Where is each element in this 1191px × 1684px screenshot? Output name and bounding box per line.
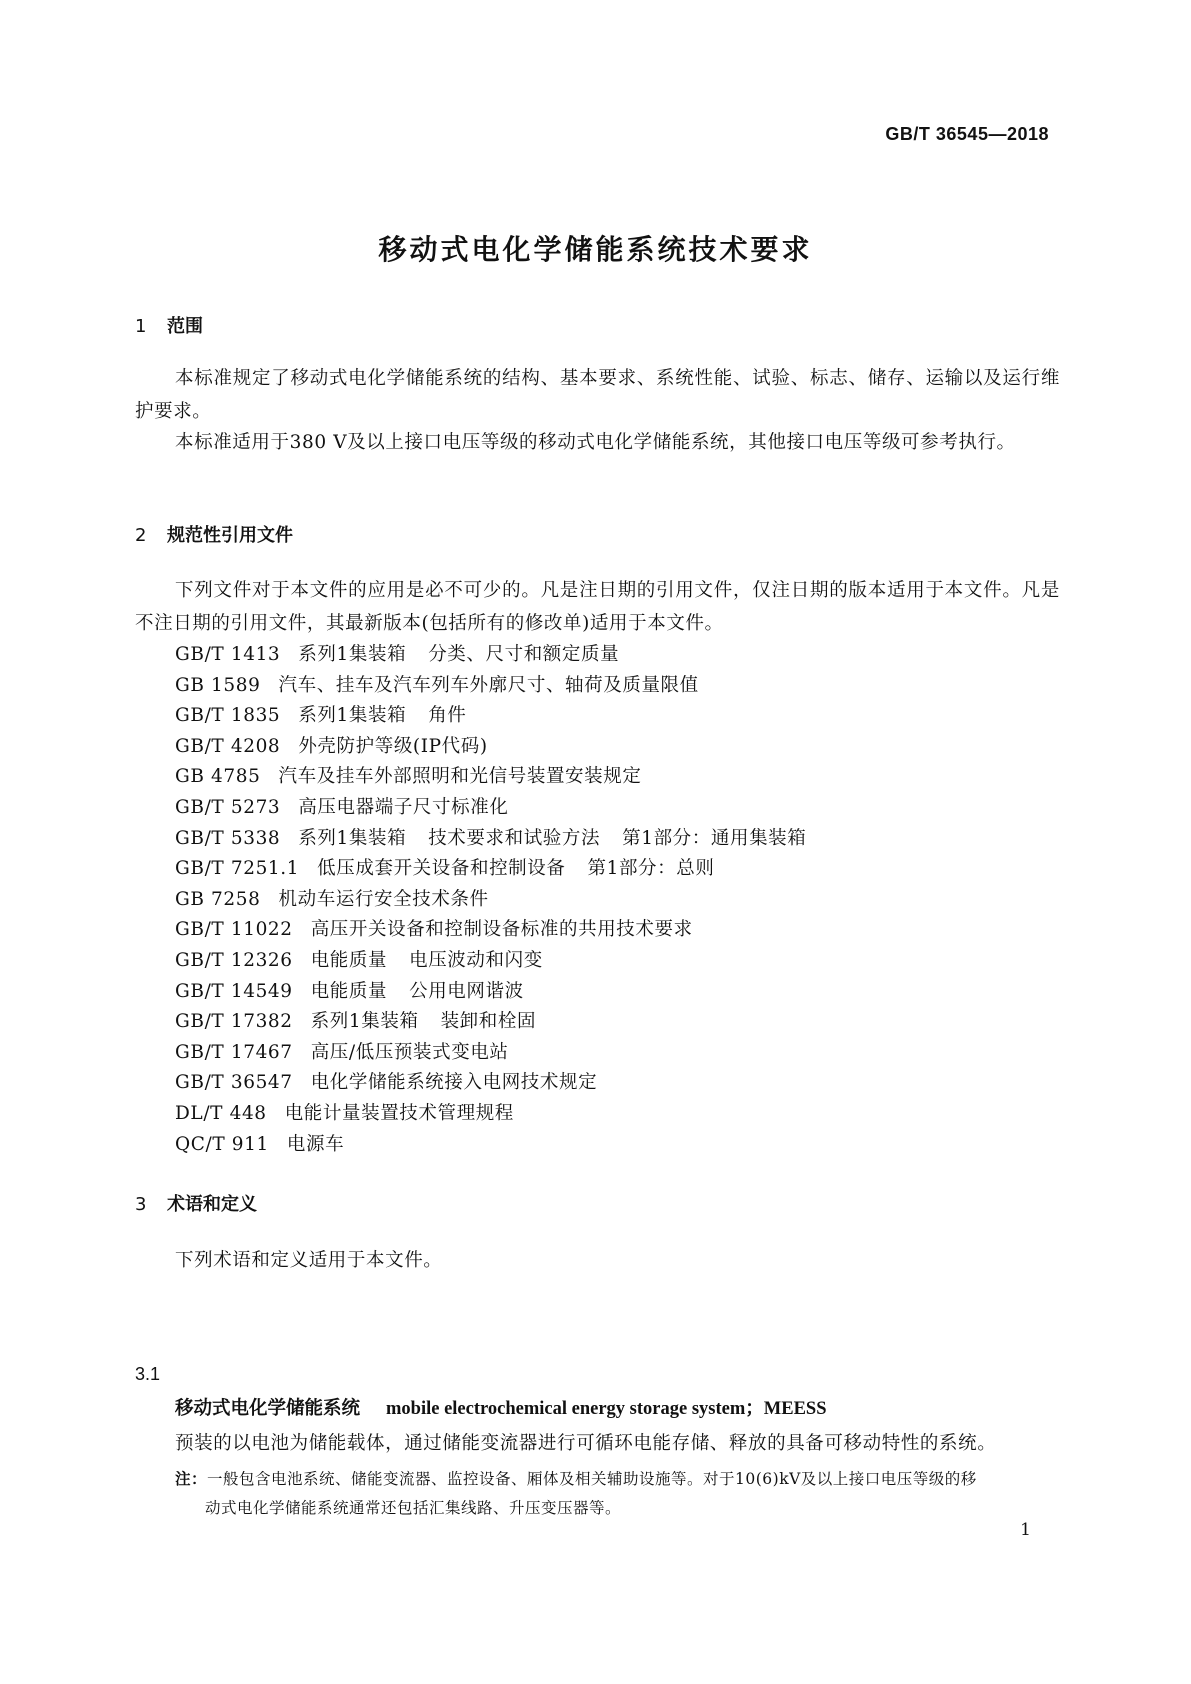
reference-item bbox=[175, 946, 543, 972]
reference-title: 汽车及挂车外部照明和光信号装置安装规定 bbox=[278, 766, 642, 788]
reference-item bbox=[175, 854, 714, 880]
term-chinese: 移动式电化学储能系统 bbox=[175, 1398, 361, 1419]
reference-item bbox=[175, 701, 466, 727]
reference-subtitle: 第1部分：总则 bbox=[587, 858, 715, 880]
term-number: 3.1 bbox=[135, 1364, 161, 1384]
note-text-line-1: 一般包含电池系统、储能变流器、监控设备、厢体及相关辅助设施等。对于10(6)kV及以上接口电压等级的移 bbox=[207, 1470, 977, 1488]
reference-code: GB 4785 bbox=[175, 766, 261, 788]
reference-subtitle: 分类、尺寸和额定质量 bbox=[428, 644, 620, 665]
reference-subtitle: 装卸和栓固 bbox=[440, 1011, 537, 1033]
standard-code: GB/T 36545—2018 bbox=[885, 124, 1049, 144]
page-number: 1 bbox=[1020, 1520, 1031, 1540]
reference-title: 系列1集装箱 bbox=[298, 705, 407, 727]
section-3-heading bbox=[135, 1190, 257, 1216]
note-label: 注： bbox=[175, 1470, 208, 1488]
reference-item bbox=[175, 915, 693, 941]
reference-title: 系列1集装箱 bbox=[298, 644, 407, 665]
reference-title: 机动车运行安全技术条件 bbox=[278, 888, 489, 910]
reference-subtitle: 公用电网谐波 bbox=[409, 980, 524, 1002]
section-2-heading bbox=[135, 521, 293, 547]
reference-code: DL/T 448 bbox=[175, 1103, 267, 1124]
section-1-heading bbox=[135, 312, 203, 338]
section-title: 术语和定义 bbox=[167, 1194, 257, 1215]
reference-item bbox=[175, 977, 524, 1003]
reference-item bbox=[175, 640, 619, 666]
reference-code: GB 7258 bbox=[175, 888, 261, 910]
reference-subtitle: 技术要求和试验方法 bbox=[428, 827, 601, 849]
note-text-line-2: 动式电化学储能系统通常还包括汇集线路、升压变压器等。 bbox=[205, 1499, 622, 1517]
reference-code: GB/T 5338 bbox=[175, 827, 281, 849]
reference-title: 电能质量 bbox=[310, 950, 388, 971]
reference-code: GB/T 17467 bbox=[175, 1041, 293, 1063]
term-note bbox=[175, 1465, 1060, 1523]
reference-title: 外壳防护等级(IP代码) bbox=[298, 735, 488, 757]
terms-intro: 下列术语和定义适用于本文件。 bbox=[175, 1250, 443, 1271]
reference-code: GB/T 1835 bbox=[175, 705, 281, 727]
reference-code: GB/T 4208 bbox=[175, 735, 281, 757]
reference-title: 电源车 bbox=[286, 1133, 345, 1155]
reference-code: GB 1589 bbox=[175, 674, 261, 696]
reference-code: GB/T 11022 bbox=[175, 919, 293, 941]
scope-paragraph-1: 本标准规定了移动式电化学储能系统的结构、基本要求、系统性能、试验、标志、储存、运输以及运行维护要求。 bbox=[135, 368, 1060, 422]
references-intro: 下列文件对于本文件的应用是必不可少的。凡是注日期的引用文件，仅注日期的版本适用于本文件。凡是不注日期的引用文件，其最新版本(包括所有的修改单)适用于本文件。 bbox=[135, 580, 1060, 634]
scope-paragraph-2: 本标准适用于380 V及以上接口电压等级的移动式电化学储能系统，其他接口电压等级可参考执行。 bbox=[175, 432, 1016, 453]
term-english: mobile electrochemical energy storage system；MEESS bbox=[386, 1399, 827, 1419]
reference-title: 高压/低压预装式变电站 bbox=[310, 1041, 509, 1063]
reference-item bbox=[175, 1130, 344, 1156]
reference-title: 电化学储能系统接入电网技术规定 bbox=[310, 1072, 598, 1094]
reference-item bbox=[175, 793, 508, 819]
reference-item bbox=[175, 671, 699, 697]
reference-title: 电能计量装置技术管理规程 bbox=[284, 1103, 514, 1124]
reference-item bbox=[175, 732, 488, 758]
section-number: 1 bbox=[135, 316, 147, 337]
reference-code: QC/T 911 bbox=[175, 1133, 269, 1155]
reference-subtitle: 电压波动和闪变 bbox=[409, 950, 543, 971]
reference-code: GB/T 5273 bbox=[175, 797, 281, 818]
reference-item bbox=[175, 1068, 597, 1094]
term-definition: 预装的以电池为储能载体，通过储能变流器进行可循环电能存储、释放的具备可移动特性的系统。 bbox=[175, 1433, 997, 1454]
reference-title: 电能质量 bbox=[310, 980, 388, 1002]
reference-subtitle: 角件 bbox=[428, 705, 467, 727]
reference-title: 汽车、挂车及汽车列车外廓尺寸、轴荷及质量限值 bbox=[278, 674, 699, 696]
section-title: 范围 bbox=[167, 316, 203, 337]
reference-item bbox=[175, 1038, 509, 1064]
section-number: 2 bbox=[135, 525, 147, 546]
reference-item bbox=[175, 885, 489, 911]
section-number: 3 bbox=[135, 1194, 147, 1215]
section-title: 规范性引用文件 bbox=[167, 525, 293, 546]
reference-code: GB/T 17382 bbox=[175, 1011, 293, 1033]
reference-code: GB/T 1413 bbox=[175, 644, 281, 665]
reference-part: 第1部分：通用集装箱 bbox=[622, 827, 807, 849]
document-title: 移动式电化学储能系统技术要求 bbox=[378, 233, 813, 266]
term-entry bbox=[175, 1394, 826, 1420]
reference-title: 系列1集装箱 bbox=[298, 827, 407, 849]
reference-item bbox=[175, 824, 806, 850]
reference-item bbox=[175, 762, 641, 788]
reference-code: GB/T 36547 bbox=[175, 1072, 293, 1094]
reference-title: 高压电器端子尺寸标准化 bbox=[298, 797, 509, 818]
reference-item bbox=[175, 1007, 536, 1033]
reference-code: GB/T 14549 bbox=[175, 980, 293, 1002]
reference-title: 高压开关设备和控制设备标准的共用技术要求 bbox=[310, 919, 693, 941]
reference-title: 系列1集装箱 bbox=[310, 1011, 419, 1033]
reference-code: GB/T 7251.1 bbox=[175, 858, 300, 880]
reference-title: 低压成套开关设备和控制设备 bbox=[317, 858, 566, 880]
reference-code: GB/T 12326 bbox=[175, 950, 293, 971]
reference-item bbox=[175, 1099, 514, 1125]
